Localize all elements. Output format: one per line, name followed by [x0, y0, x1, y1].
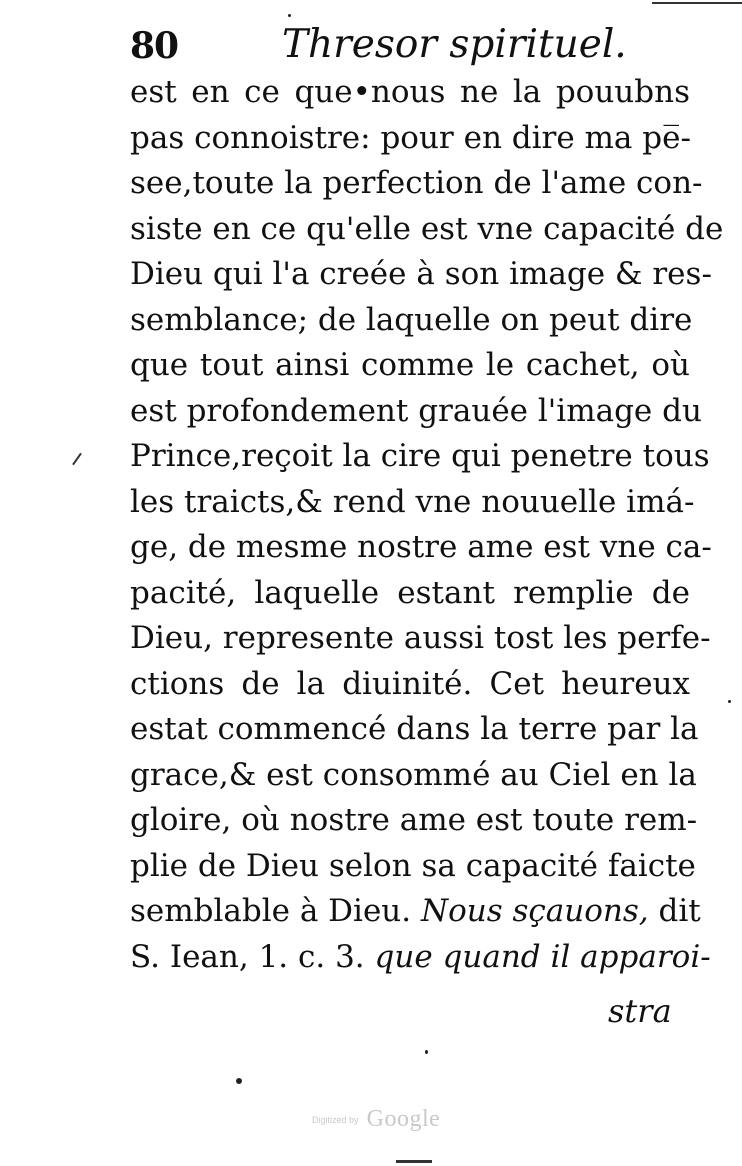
- watermark-prefix: Digitized by: [312, 1114, 359, 1125]
- text-line-mixed: [130, 935, 711, 981]
- ink-mark: [396, 1160, 432, 1163]
- ink-speck: [425, 1050, 428, 1054]
- text-segment: semblable à Dieu.: [130, 893, 412, 929]
- text-line-mixed: [130, 889, 701, 935]
- running-title: Thresor spirituel.: [282, 22, 627, 67]
- text-line: ge, de mesme nostre ame est vne ca-: [130, 529, 712, 565]
- google-logo: Google: [366, 1106, 441, 1132]
- text-line: Dieu qui l'a creée à son image & res-: [130, 256, 712, 292]
- text-line: ctions de la diuinité. Cet heureux: [130, 665, 690, 702]
- italic-quote-segment: Nous sçauons,: [420, 893, 649, 929]
- page-header: [130, 14, 690, 76]
- text-segment: S. Iean, 1. c. 3.: [130, 938, 365, 975]
- text-line: estat commencé dans la terre par la: [130, 711, 699, 747]
- text-line: gloire, où nostre ame est toute rem-: [130, 802, 698, 838]
- text-line: les traicts,& rend vne nouuelle imá-: [130, 483, 695, 520]
- ink-speck: [236, 1078, 242, 1084]
- text-line: Dieu, represente aussi tost les perfe-: [130, 620, 711, 656]
- catchword: stra: [608, 992, 672, 1030]
- body-text: [130, 70, 724, 980]
- ink-speck: [728, 700, 731, 703]
- text-line: semblance; de laquelle on peut dire: [130, 301, 693, 338]
- ink-mark: [72, 453, 82, 466]
- text-line: grace,& est consommé au Ciel en la: [130, 756, 697, 793]
- ink-speck: [288, 14, 291, 17]
- page-number: 80: [130, 25, 179, 67]
- ink-mark: [652, 2, 742, 4]
- text-line: que tout ainsi comme le cachet, où: [130, 347, 690, 383]
- text-line: see,toute la perfection de l'ame con-: [130, 165, 703, 201]
- text-line: pacité, laquelle estant remplie de: [130, 574, 690, 611]
- text-line: pas connoistre: pour en dire ma pe̅-: [130, 119, 691, 156]
- text-segment: dit: [658, 893, 701, 929]
- text-line: plie de Dieu selon sa capacité faicte: [130, 847, 696, 884]
- italic-quote-segment: que quand il apparoi-: [374, 938, 711, 975]
- text-line: est profondement grauée l'image du: [130, 392, 702, 429]
- digitization-watermark: [312, 1106, 472, 1136]
- text-line: est en ce que•nous ne la pouubns: [130, 74, 690, 110]
- text-line: Prince,reçoit la cire qui penetre tous: [130, 438, 710, 474]
- text-line: siste en ce qu'elle est vne capacité de: [130, 210, 724, 247]
